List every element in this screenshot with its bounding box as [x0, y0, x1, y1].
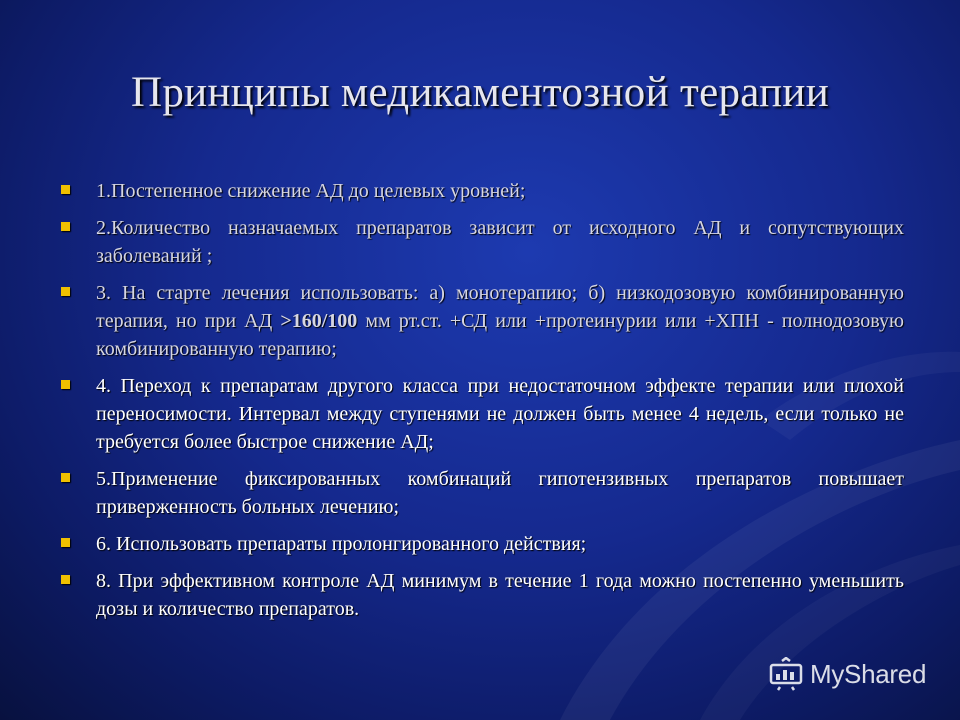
square-bullet-icon [61, 380, 70, 389]
bullet-text: 8. При эффективном контроле АД минимум в течение 1 года можно постепенно уменьшить дозы и количество препаратов. [96, 570, 904, 620]
bullet-list [58, 177, 904, 632]
square-bullet-icon [61, 473, 70, 482]
bullet-text-part: мм рт.ст. +СД или +протеинурии или +ХПН - полнодозовую комбинированную терапию; [96, 310, 905, 360]
bullet-text-part: 3. На старте лечения использовать: а) монотерапию; б) низкодозовую комбинированную терапия, но при АД [96, 282, 904, 332]
list-item [58, 177, 904, 205]
square-bullet-icon [61, 222, 70, 231]
bullet-text: 4. Переход к препаратам другого класса при недостаточном эффекте терапии или плохой переносимости. Интервал между ступенями не должен быть менее 4 недель, если только не требуется более быстрое снижение АД; [96, 375, 904, 453]
square-bullet-icon [61, 287, 70, 296]
bullet-text: 2.Количество назначаемых препаратов зависит от исходного АД и сопутствующих заболеваний ; [96, 217, 904, 267]
slide-title: Принципы медикаментозной терапии [130, 69, 830, 116]
myshared-watermark[interactable] [768, 656, 926, 692]
list-item [58, 530, 904, 558]
bp-threshold-value: >160/100 [280, 310, 358, 332]
list-item [58, 279, 904, 363]
bullet-text: 6. Использовать препараты пролонгированного действия; [96, 533, 587, 555]
list-item [58, 372, 904, 456]
bullet-text [96, 282, 904, 360]
square-bullet-icon [61, 538, 70, 547]
square-bullet-icon [61, 575, 70, 584]
watermark-text: MyShared [810, 658, 927, 689]
bullet-text: 1.Постепенное снижение АД до целевых уровней; [96, 180, 526, 202]
bullet-text: 5.Применение фиксированных комбинаций гипотензивных препаратов повышает приверженность больных лечению; [96, 468, 904, 518]
myshared-logo-icon [768, 657, 804, 691]
square-bullet-icon [61, 185, 70, 194]
list-item [58, 567, 904, 623]
list-item [58, 214, 904, 270]
list-item [58, 465, 904, 521]
